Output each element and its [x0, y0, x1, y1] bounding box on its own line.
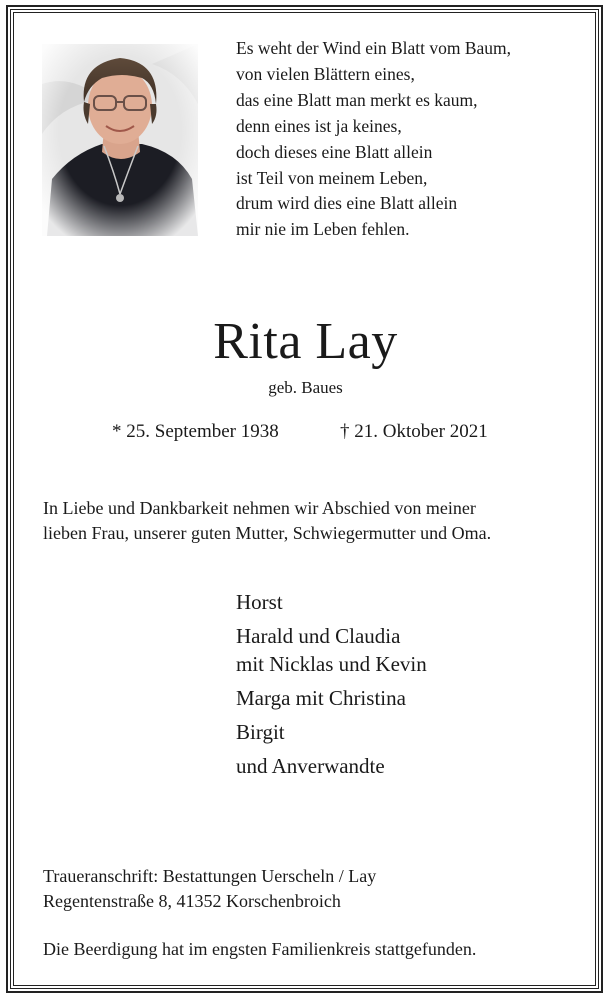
farewell-line: lieben Frau, unserer guten Mutter, Schwiegermutter und Oma. — [43, 523, 492, 543]
family-entry — [236, 622, 427, 678]
family-entry-line: mit Nicklas und Kevin — [236, 652, 427, 676]
poem — [236, 36, 586, 243]
farewell-text — [43, 496, 583, 546]
poem-line: drum wird dies eine Blatt allein — [236, 193, 458, 214]
poem-line: ist Teil von meinem Leben, — [236, 167, 428, 188]
portrait-photo — [42, 44, 198, 236]
poem-line: Es weht der Wind ein Blatt vom Baum, — [236, 38, 512, 58]
family-entry-line: und Anverwandte — [236, 754, 385, 778]
address-line: Traueranschrift: Bestattungen Uerscheln / Lay — [43, 866, 377, 886]
poem-line: doch dieses eine Blatt allein — [236, 141, 433, 162]
mourning-address — [43, 864, 376, 914]
farewell-line: In Liebe und Dankbarkeit nehmen wir Abschied von meiner — [43, 498, 476, 518]
death-date: † 21. Oktober 2021 — [340, 421, 488, 442]
address-line: Regentenstraße 8, 41352 Korschenbroich — [43, 891, 341, 911]
family-entry — [236, 752, 427, 780]
funeral-note: Die Beerdigung hat im engsten Familienkreis stattgefunden. — [43, 939, 477, 959]
maiden-name: geb. Baues — [268, 378, 343, 397]
family-entry — [236, 684, 427, 712]
family-entry-line: Birgit — [236, 720, 285, 744]
poem-line: von vielen Blättern eines, — [236, 63, 415, 84]
family-entry — [236, 718, 427, 746]
poem-line: mir nie im Leben fehlen. — [236, 219, 410, 240]
family-entry — [236, 588, 427, 616]
family-list — [236, 588, 427, 786]
family-entry-line: Harald und Claudia — [236, 624, 401, 648]
birth-date: * 25. September 1938 — [112, 421, 279, 442]
family-entry-line: Horst — [236, 590, 283, 614]
deceased-name: Rita Lay — [213, 313, 398, 370]
poem-line: denn eines ist ja keines, — [236, 115, 402, 136]
poem-line: das eine Blatt man merkt es kaum, — [236, 89, 478, 110]
family-entry-line: Marga mit Christina — [236, 686, 406, 710]
portrait-icon — [42, 44, 198, 236]
